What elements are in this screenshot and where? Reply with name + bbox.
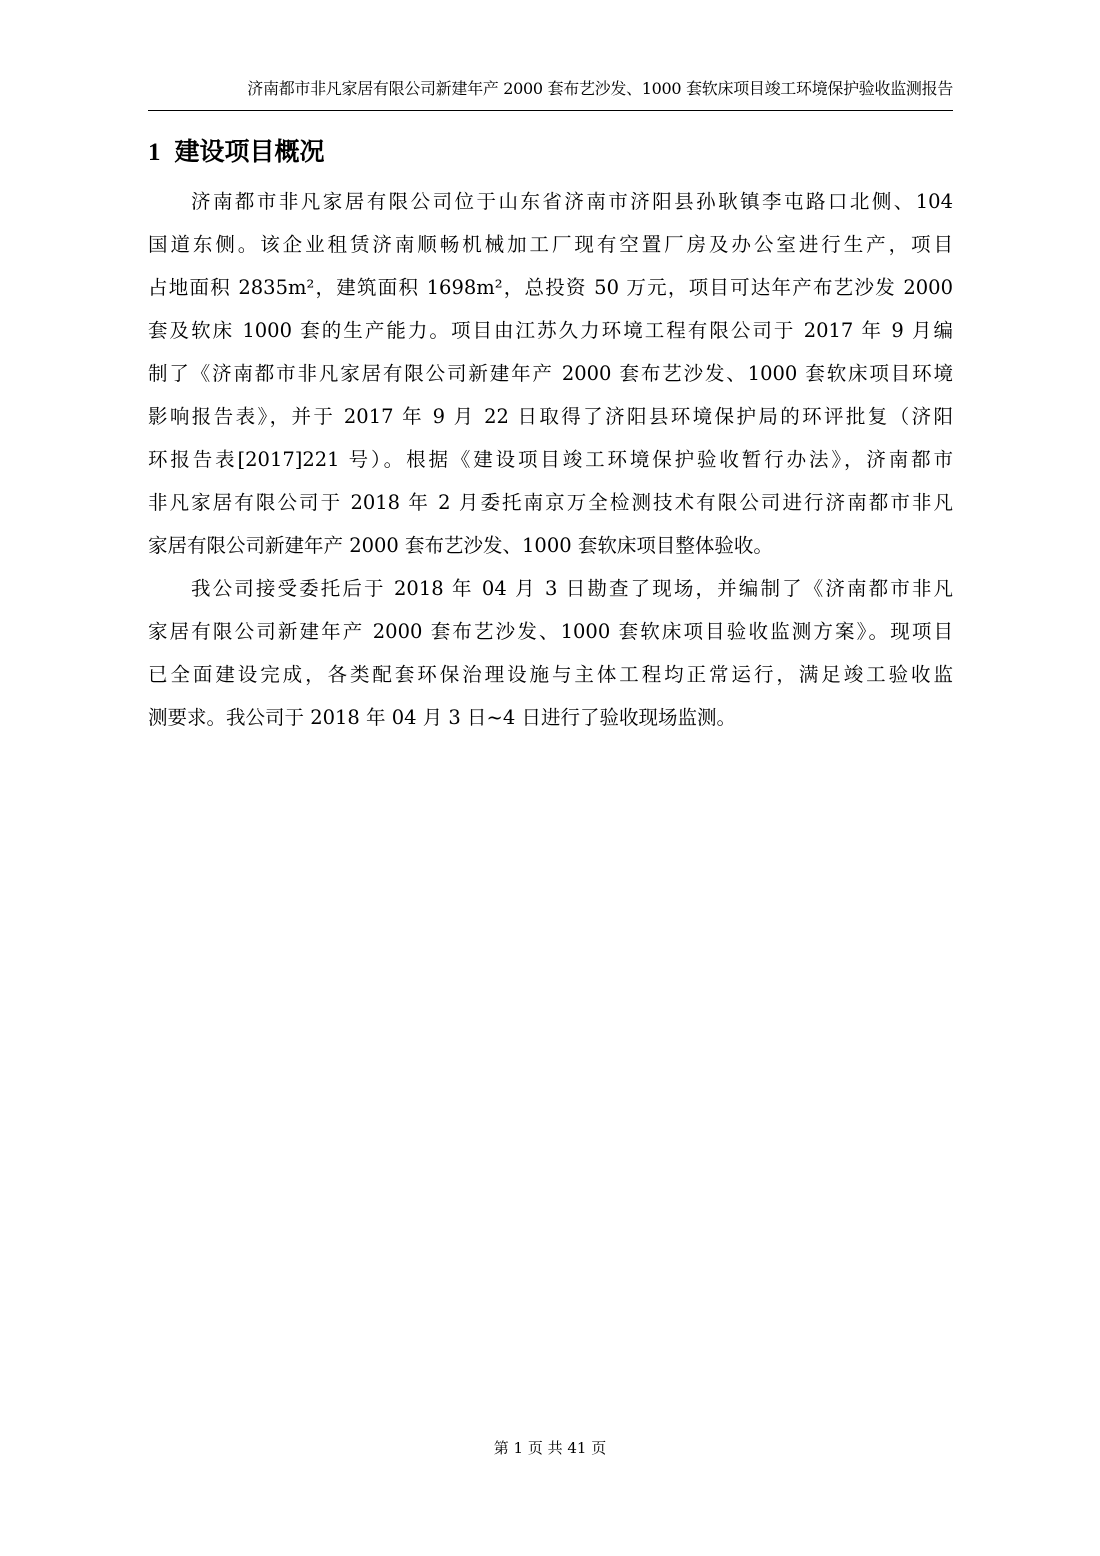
text-line: 国道东侧。该企业租赁济南顺畅机械加工厂现有空置厂房及办公室进行生产，项目 <box>148 233 953 256</box>
header-rule <box>148 110 953 111</box>
text-line: 济南都市非凡家居有限公司位于山东省济南市济阳县孙耿镇李屯路口北侧、104 <box>191 190 953 213</box>
section-heading <box>148 135 325 170</box>
text-line: 影响报告表》，并于 2017 年 9 月 22 日取得了济阳县环境保护局的环评批复（济阳 <box>148 405 953 428</box>
running-header: 济南都市非凡家居有限公司新建年产 2000 套布艺沙发、1000 套软床项目竣工环境保护验收监测报告 <box>247 79 953 98</box>
section-number: 1 <box>148 139 161 166</box>
paragraph-1 <box>148 180 953 567</box>
text-line: 占地面积 2835m²，建筑面积 1698m²，总投资 50 万元，项目可达年产布艺沙发 2000 <box>148 276 953 299</box>
text-line: 制了《济南都市非凡家居有限公司新建年产 2000 套布艺沙发、1000 套软床项目环境 <box>148 362 953 385</box>
paragraph-2 <box>148 567 953 739</box>
text-line: 非凡家居有限公司于 2018 年 2 月委托南京万全检测技术有限公司进行济南都市非凡 <box>148 491 953 514</box>
text-line: 已全面建设完成，各类配套环保治理设施与主体工程均正常运行，满足竣工验收监 <box>148 663 953 686</box>
page-number: 第 1 页 共 41 页 <box>493 1439 607 1457</box>
text-line: 我公司接受委托后于 2018 年 04 月 3 日勘查了现场，并编制了《济南都市非凡 <box>191 577 953 600</box>
section-title: 建设项目概况 <box>174 137 325 166</box>
text-line: 环报告表[2017]221 号）。根据《建设项目竣工环境保护验收暂行办法》，济南都市 <box>148 448 953 471</box>
text-line: 家居有限公司新建年产 2000 套布艺沙发、1000 套软床项目整体验收。 <box>148 534 773 557</box>
text-line: 测要求。我公司于 2018 年 04 月 3 日~4 日进行了验收现场监测。 <box>148 706 736 729</box>
text-line: 家居有限公司新建年产 2000 套布艺沙发、1000 套软床项目验收监测方案》。现项目 <box>148 620 953 643</box>
text-line: 套及软床 1000 套的生产能力。项目由江苏久力环境工程有限公司于 2017 年 9 月编 <box>148 319 953 342</box>
